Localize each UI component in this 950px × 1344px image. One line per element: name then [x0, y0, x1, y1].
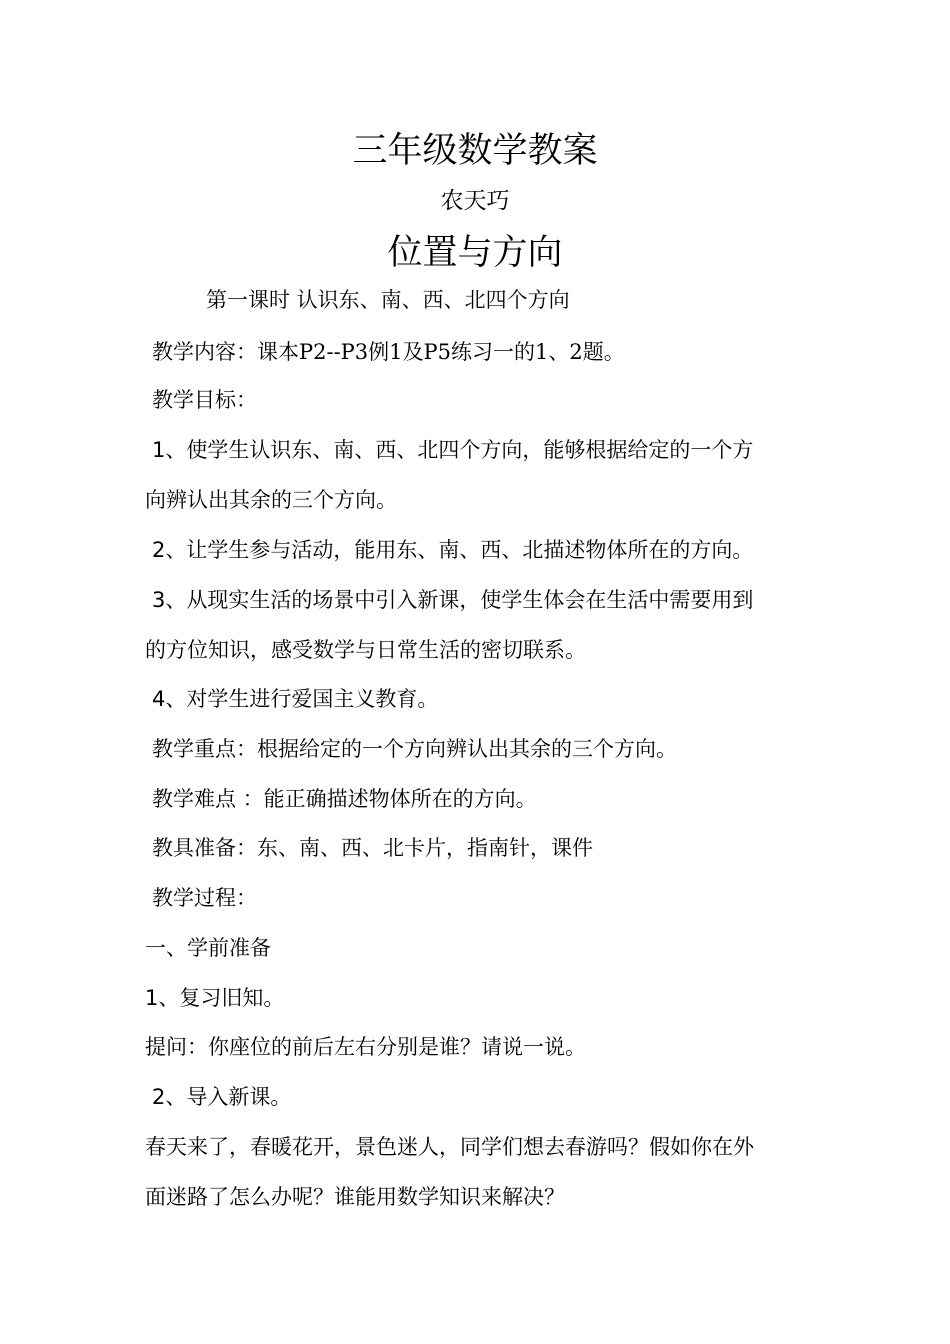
lesson-title: 第一课时 认识东、南、西、北四个方向	[206, 288, 570, 312]
teaching-content-text: 课本P2--P3例1及P5练习一的1、2题。	[257, 340, 625, 364]
review-question-label: 提问：你座位的前后左右分别是谁？	[145, 1035, 481, 1059]
objective-1: 1、使学生认识东、南、西、北四个方向，能够根据给定的一个方	[152, 438, 754, 462]
objective-1-continued: 向辨认出其余的三个方向。	[145, 488, 397, 512]
section-heading-1: 一、学前准备	[145, 936, 271, 960]
intro-paragraph-line-2: 面迷路了怎么办呢？谁能用数学知识来解决？	[145, 1185, 565, 1209]
teaching-content-label: 教学内容：	[152, 340, 257, 364]
review-question	[145, 1032, 815, 1062]
objective-3: 3、从现实生活的场景中引入新课，使学生体会在生活中需要用到	[152, 588, 754, 612]
author-name: 农天巧	[440, 188, 510, 214]
materials	[152, 833, 822, 863]
step-1: 1、复习旧知。	[145, 986, 285, 1010]
intro-paragraph-line-1: 春天来了，春暖花开，景色迷人，同学们想去春游吗？假如你在外	[145, 1135, 754, 1159]
materials-text: 东、南、西、北卡片，指南针，课件	[257, 836, 593, 860]
document-title: 三年级数学教案	[352, 131, 598, 171]
process-label: 教学过程：	[152, 886, 257, 910]
difficulty: 教学难点 ：能正确描述物体所在的方向。	[152, 787, 537, 811]
objectives-label: 教学目标：	[152, 388, 257, 412]
key-point: 教学重点：根据给定的一个方向辨认出其余的三个方向。	[152, 737, 677, 761]
objective-3-continued: 的方位知识，感受数学与日常生活的密切联系。	[145, 638, 586, 662]
step-2: 2、导入新课。	[152, 1085, 292, 1109]
objective-2: 2、让学生参与活动，能用东、南、西、北描述物体所在的方向。	[152, 538, 754, 562]
unit-title: 位置与方向	[387, 233, 563, 273]
materials-label: 教具准备：	[152, 836, 257, 860]
review-question-text: 请说一说。	[481, 1035, 586, 1059]
teaching-content	[152, 337, 822, 367]
objective-4: 4、对学生进行爱国主义教育。	[152, 687, 439, 711]
